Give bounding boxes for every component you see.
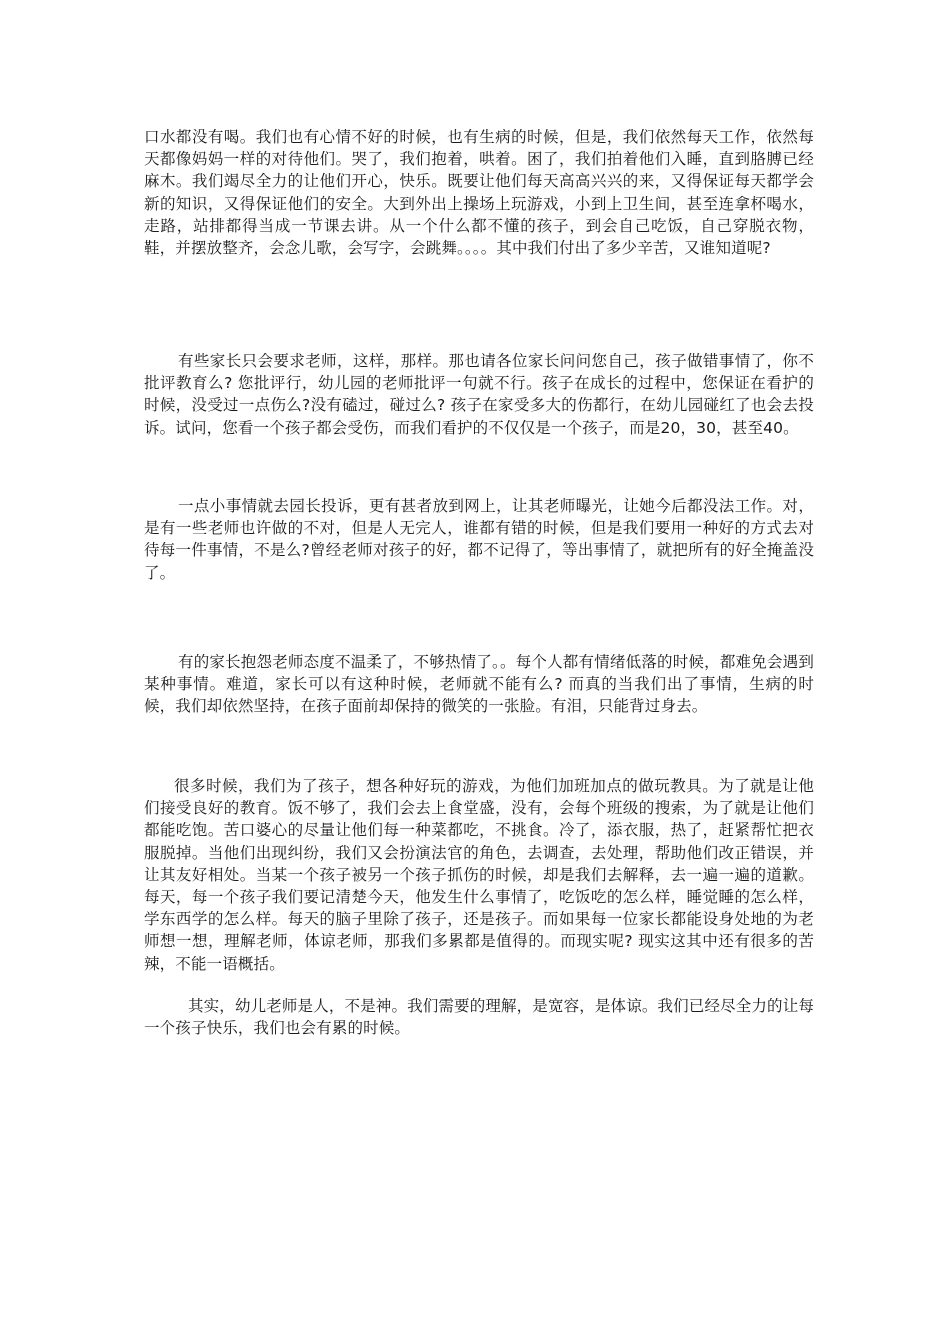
paragraph-1: 口水都没有喝。我们也有心情不好的时候，也有生病的时候，但是，我们依然每天工作，依然每天都像妈妈一样的对待他们。哭了，我们抱着，哄着。困了，我们拍着他们入睡，直到胳膊已经麻木。我们竭尽全力的让他们开心，快乐。既要让他们每天高高兴兴的来，又得保证每天都学会新的知识，又得保证他们的安全。大到外出上操场上玩游戏，小到上卫生间，甚至连拿杯喝水，走路，站排都得当成一节课去讲。从一个什么都不懂的孩子，到会自己吃饭，自己穿脱衣物，鞋，并摆放整齐，会念儿歌，会写字，会跳舞。。。。其中我们付出了多少辛苦，又谁知道呢? <box>144 128 814 258</box>
paragraph-6: 其实，幼儿老师是人，不是神。我们需要的理解，是宽容，是体谅。我们已经尽全力的让每一个孩子快乐，我们也会有累的时候。 <box>144 997 815 1038</box>
paragraph-5: 很多时候，我们为了孩子，想各种好玩的游戏，为他们加班加点的做玩教具。为了就是让他们接受良好的教育。饭不够了，我们会去上食堂盛，没有，会每个班级的搜索，为了就是让他们都能吃饱。苦口婆心的尽量让他们每一种菜都吃，不挑食。冷了，添衣服，热了，赶紧帮忙把衣服脱掉。当他们出现纠纷，我们又会扮演法官的角色，去调查，去处理，帮助他们改正错误，并让其友好相处。当某一个孩子被另一个孩子抓伤的时候，却是我们去解释，去一遍一遍的道歉。每天，每一个孩子我们要记清楚今天，他发生什么事情了，吃饭吃的怎么样，睡觉睡的怎么样，学东西学的怎么样。每天的脑子里除了孩子，还是孩子。而如果每一位家长都能设身处地的为老师想一想，理解老师，体谅老师，那我们多累都是值得的。而现实呢? 现实这其中还有很多的苦辣，不能一语概括。 <box>144 777 814 973</box>
paragraph-4: 有的家长抱怨老师态度不温柔了，不够热情了。。每个人都有情绪低落的时候，都难免会遇到某种事情。难道，家长可以有这种时候，老师就不能有么? 而真的当我们出了事情，生病的时候，我们却依然坚持，在孩子面前却保持的微笑的一张脸。有泪，只能背过身去。 <box>144 653 814 716</box>
paragraph-2: 有些家长只会要求老师，这样，那样。那也请各位家长问问您自己，孩子做错事情了，你不批评教育么? 您批评行，幼儿园的老师批评一句就不行。孩子在成长的过程中，您保证在看护的时候，没受过一点伤么?没有磕过，碰过么? 孩子在家受多大的伤都行，在幼儿园碰红了也会去投诉。试问，您看一个孩子都会受伤，而我们看护的不仅仅是一个孩子，而是20，30，甚至40。 <box>144 352 814 437</box>
paragraph-3: 一点小事情就去园长投诉，更有甚者放到网上，让其老师曝光，让她今后都没法工作。对，是有一些老师也许做的不对，但是人无完人，谁都有错的时候，但是我们要用一种好的方式去对待每一件事情，不是么?曾经老师对孩子的好，都不记得了，等出事情了，就把所有的好全掩盖没了。 <box>144 497 814 582</box>
